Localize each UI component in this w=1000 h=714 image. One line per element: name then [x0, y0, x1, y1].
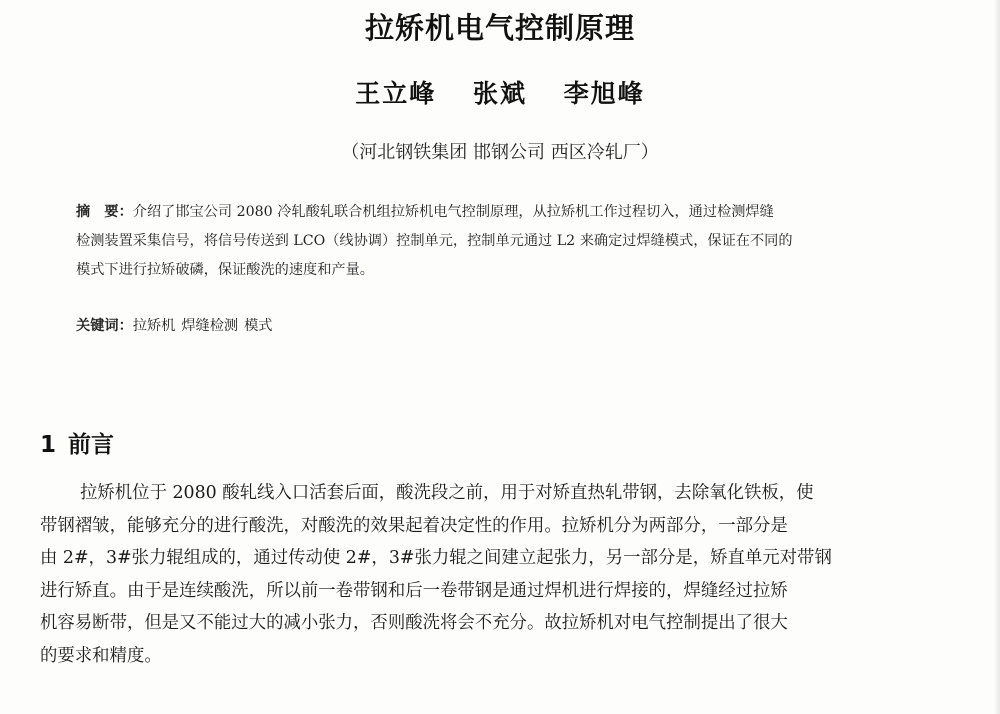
section-heading: [40, 426, 114, 459]
abstract-text: 介绍了邯宝公司 2080 冷轧酸轧联合机组拉矫机电气控制原理，从拉矫机工作过程切入，通过检测焊缝: [132, 204, 774, 220]
paragraph-line: 由 2#，3#张力辊组成的，通过传动使 2#，3#张力辊之间建立起张力，另一部分是，矫直单元对带钢: [40, 548, 832, 568]
paragraph-line: 机容易断带，但是又不能过大的减小张力，否则酸洗将会不充分。故拉矫机对电气控制提出了很大: [40, 613, 788, 633]
keyword: 模式: [244, 318, 273, 334]
section-number: 1: [40, 432, 57, 458]
keyword: 焊缝检测: [181, 318, 239, 334]
abstract-block: [76, 198, 964, 285]
paragraph-line: 进行矫直。由于是连续酸洗，所以前一卷带钢和后一卷带钢是通过焊机进行焊接的，焊缝经过拉矫: [40, 580, 788, 601]
paragraph-line: 的要求和精度。: [40, 645, 162, 666]
paragraph-line: 拉矫机位于 2080 酸轧线入口活套后面，酸洗段之前，用于对矫直热轧带钢，去除氧化铁板，使: [80, 483, 814, 503]
abstract-line: 检测装置采集信号，将信号传送到 LCO（线协调）控制单元，控制单元通过 L2 来确定过焊缝模式，保证在不同的: [76, 233, 793, 249]
abstract-label: 摘 要：: [76, 204, 133, 220]
keywords-block: [76, 315, 279, 335]
abstract-line: 模式下进行拉矫破磷，保证酸洗的速度和产量。: [76, 262, 374, 278]
affiliation: （河北钢铁集团 邯钢公司 西区冷轧厂）: [341, 142, 659, 163]
author-list: [0, 74, 1000, 110]
author-name: 王立峰: [355, 79, 437, 108]
keywords-label: 关键词：: [76, 318, 133, 334]
section-body: [40, 477, 970, 672]
abstract-line: [76, 198, 964, 227]
author-name: 李旭峰: [563, 79, 645, 108]
author-name: 张斌: [472, 79, 527, 108]
keyword: 拉矫机: [132, 318, 176, 334]
paper-title: 拉矫机电气控制原理: [364, 11, 635, 45]
paragraph-line: 带钢褶皱，能够充分的进行酸洗，对酸洗的效果起着决定性的作用。拉矫机分为两部分，一部分是: [40, 515, 788, 536]
section-title: 前言: [68, 432, 115, 458]
